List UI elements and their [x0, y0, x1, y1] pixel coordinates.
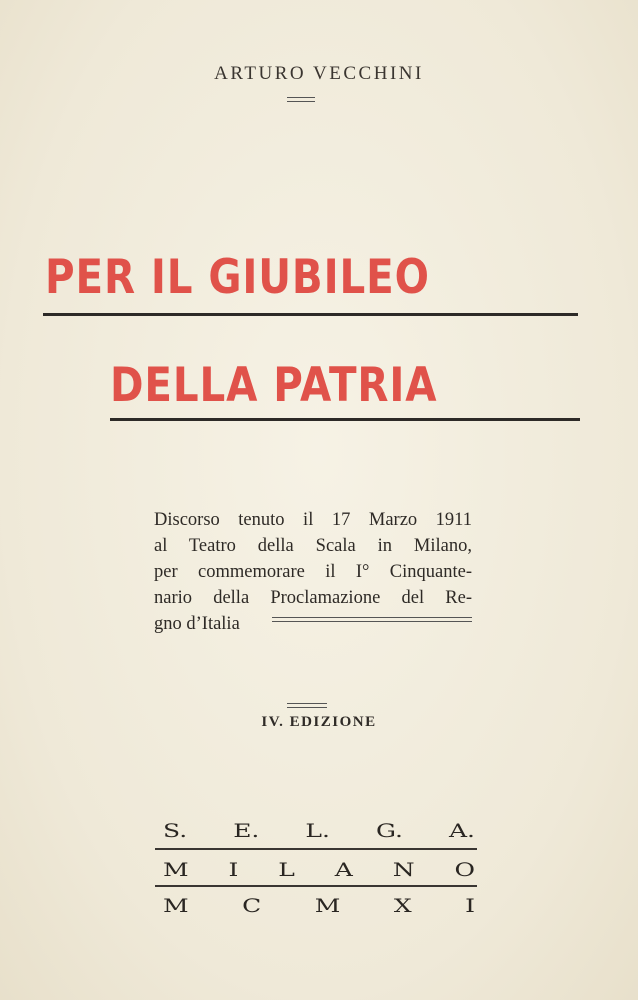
description-line: al Teatro della Scala in Milano, [154, 536, 472, 556]
author-name: ARTURO VECCHINI [214, 63, 424, 84]
year-letter: I [465, 894, 475, 917]
title-underline-2 [110, 418, 580, 421]
description-line: per commemorare il I° Cinquante- [154, 562, 472, 582]
year-letter: M [163, 894, 189, 917]
year-letter: M [314, 894, 341, 917]
description-last-text: gno d’Italia [154, 614, 240, 634]
city-letter: N [392, 858, 415, 881]
city-letter: M [163, 858, 189, 881]
description-line: Discorso tenuto il 17 Marzo 1911 [154, 510, 472, 530]
author-divider-2 [287, 101, 315, 102]
edition-divider [287, 703, 327, 704]
description-line [154, 611, 472, 637]
year-letter: X [393, 894, 412, 917]
title-line-2: DELLA PATRIA [110, 358, 438, 413]
publisher-letter: E. [233, 819, 260, 842]
city-letter: O [454, 858, 475, 881]
publisher-city [163, 857, 475, 882]
title-underline-1 [43, 313, 578, 316]
publisher-year [163, 893, 475, 918]
publisher-rule-1 [155, 848, 477, 850]
edition-label: IV. EDIZIONE [261, 714, 377, 730]
city-letter: A [334, 858, 353, 881]
publisher-name [163, 818, 475, 843]
description-end-rule-2 [272, 621, 472, 622]
publisher-rule-2 [155, 885, 477, 887]
description-line: nario della Proclamazione del Re- [154, 588, 472, 608]
publisher-letter: G. [375, 819, 403, 842]
city-letter: L [278, 858, 295, 881]
publisher-letter: S. [163, 819, 188, 842]
author-divider [287, 97, 315, 98]
publisher-letter: A. [448, 819, 475, 842]
city-letter: I [228, 858, 239, 881]
title-line-1: PER IL GIUBILEO [45, 250, 430, 305]
year-letter: C [242, 894, 262, 917]
edition-divider-2 [287, 707, 327, 708]
description-end-rule [272, 617, 472, 618]
publisher-letter: L. [305, 819, 330, 842]
